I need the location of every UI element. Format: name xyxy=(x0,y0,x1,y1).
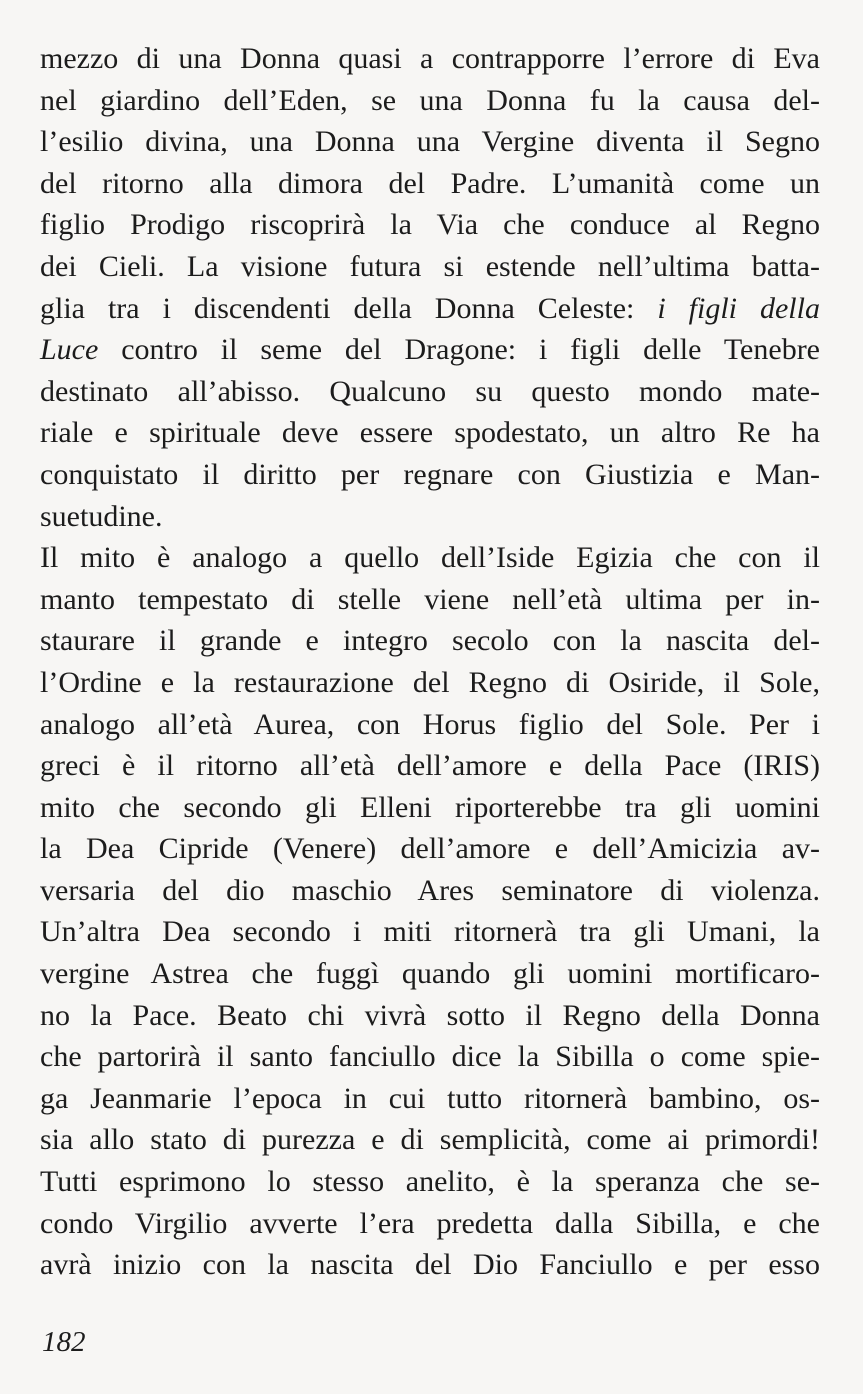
text-line xyxy=(40,371,820,413)
page-number: 182 xyxy=(42,1326,86,1358)
text-line xyxy=(40,121,820,163)
text-line xyxy=(40,620,820,662)
line-text: staurare il grande e integro secolo con la nascita del- xyxy=(40,624,820,658)
text-line xyxy=(40,1036,820,1078)
line-text: del ritorno alla dimora del Padre. L’umanità come un xyxy=(40,166,820,200)
line-text: riale e spirituale deve essere spodestato, un altro Re ha xyxy=(40,416,820,450)
text-line xyxy=(40,1119,820,1161)
text-line xyxy=(40,288,820,330)
line-text: Un’altra Dea secondo i miti ritornerà tra gli Umani, la xyxy=(40,915,820,949)
text-line xyxy=(40,204,820,246)
italic-text: Luce xyxy=(40,333,99,367)
text-line xyxy=(40,496,820,538)
text-line xyxy=(40,579,820,621)
line-text: contro il seme del Dragone: i figli delle Tenebre xyxy=(98,333,820,367)
line-text: vergine Astrea che fuggì quando gli uomini mortificaro- xyxy=(40,957,820,991)
text-line xyxy=(40,329,820,371)
line-text: mito che secondo gli Elleni riporterebbe tra gli uomini xyxy=(40,790,820,824)
line-text: l’esilio divina, una Donna una Vergine diventa il Segno xyxy=(40,125,820,159)
text-line xyxy=(40,870,820,912)
text-line xyxy=(40,787,820,829)
line-text: Tutti esprimono lo stesso anelito, è la speranza che se- xyxy=(40,1165,820,1199)
line-text: analogo all’età Aurea, con Horus figlio del Sole. Per i xyxy=(40,707,820,741)
body-text xyxy=(40,38,820,1286)
text-line xyxy=(40,537,820,579)
line-text: nel giardino dell’Eden, se una Donna fu la causa del- xyxy=(40,83,820,117)
text-line xyxy=(40,38,820,80)
line-text: avrà inizio con la nascita del Dio Fanciullo e per esso xyxy=(40,1248,820,1282)
line-text: glia tra i discendenti della Donna Celeste: xyxy=(40,291,658,325)
line-text: no la Pace. Beato chi vivrà sotto il Regno della Donna xyxy=(40,998,820,1032)
line-text: figlio Prodigo riscoprirà la Via che conduce al Regno xyxy=(40,208,820,242)
line-text: che partorirà il santo fanciullo dice la Sibilla o come spie- xyxy=(40,1040,820,1074)
line-text: sia allo stato di purezza e di semplicità, come ai primordi! xyxy=(40,1123,820,1157)
line-text: manto tempestato di stelle viene nell’età ultima per in- xyxy=(40,582,820,616)
text-line xyxy=(40,1203,820,1245)
text-line xyxy=(40,454,820,496)
text-line xyxy=(40,704,820,746)
line-text: Il mito è analogo a quello dell’Iside Egizia che con il xyxy=(40,541,820,575)
text-line xyxy=(40,745,820,787)
line-text: destinato all’abisso. Qualcuno su questo mondo mate- xyxy=(40,374,820,408)
text-line xyxy=(40,1161,820,1203)
line-text: la Dea Cipride (Venere) dell’amore e dell’Amicizia av- xyxy=(40,832,820,866)
text-line xyxy=(40,163,820,205)
line-text: versaria del dio maschio Ares seminatore di violenza. xyxy=(40,873,820,907)
text-line xyxy=(40,1078,820,1120)
text-line xyxy=(40,828,820,870)
text-line xyxy=(40,80,820,122)
italic-text: i figli della xyxy=(657,291,820,325)
line-text: condo Virgilio avverte l’era predetta dalla Sibilla, e che xyxy=(40,1206,820,1240)
line-text: mezzo di una Donna quasi a contrapporre l’errore di Eva xyxy=(40,42,820,75)
text-line xyxy=(40,911,820,953)
text-line xyxy=(40,246,820,288)
line-text: greci è il ritorno all’età dell’amore e della Pace (IRIS) xyxy=(40,749,820,783)
text-line xyxy=(40,953,820,995)
line-text: dei Cieli. La visione futura si estende nell’ultima batta- xyxy=(40,249,820,283)
line-text: ga Jeanmarie l’epoca in cui tutto ritornerà bambino, os- xyxy=(40,1081,820,1115)
text-line xyxy=(40,995,820,1037)
text-line xyxy=(40,412,820,454)
line-text: l’Ordine e la restaurazione del Regno di Osiride, il Sole, xyxy=(40,665,820,699)
text-line xyxy=(40,662,820,704)
line-text: suetudine. xyxy=(40,499,163,533)
text-line xyxy=(40,1244,820,1286)
line-text: conquistato il diritto per regnare con Giustizia e Man- xyxy=(40,457,820,491)
